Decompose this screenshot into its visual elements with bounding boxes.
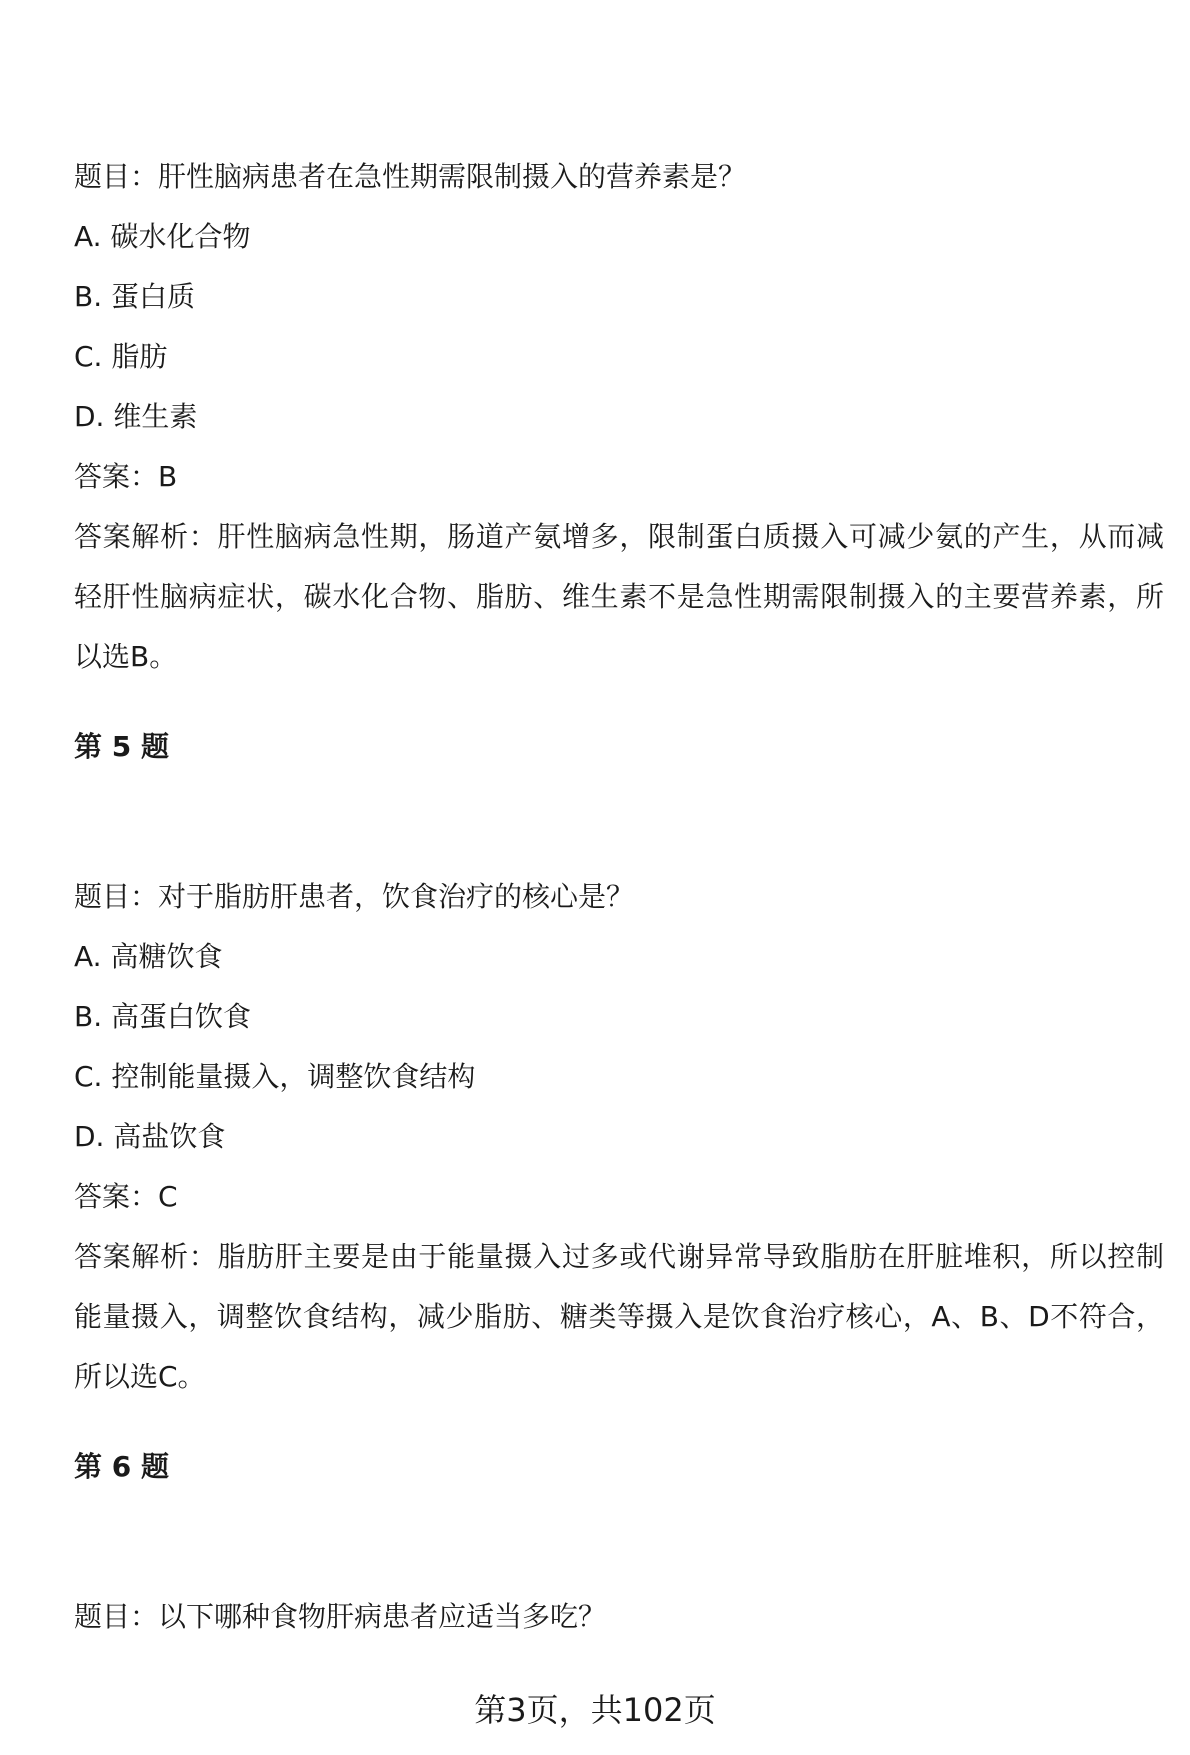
question-4-option-d: D. 维生素 (74, 400, 198, 433)
question-4-stem: 题目：肝性脑病患者在急性期需限制摄入的营养素是？ (74, 160, 747, 193)
question-5-option-d: D. 高盐饮食 (74, 1120, 226, 1153)
question-4-explanation: 答案解析：肝性脑病急性期，肠道产氨增多，限制蛋白质摄入可减少氨的产生，从而减轻肝性脑病症状，碳水化合物、脂肪、维生素不是急性期需限制摄入的主要营养素，所以选B。 (74, 520, 1164, 673)
question-4-answer: 答案：B (74, 460, 178, 493)
question-6-heading: 第 6 题 (74, 1450, 169, 1483)
question-4-option-c: C. 脂肪 (74, 340, 168, 373)
question-5-heading: 第 5 题 (74, 730, 169, 763)
page-number-footer: 第3页，共102页 (474, 1691, 716, 1729)
question-4-option-a: A. 碳水化合物 (74, 220, 251, 253)
question-5-option-c: C. 控制能量摄入，调整饮食结构 (74, 1060, 476, 1093)
question-5-option-b: B. 高蛋白饮食 (74, 1000, 252, 1033)
question-4-option-b: B. 蛋白质 (74, 280, 196, 313)
question-5-option-a: A. 高糖饮食 (74, 940, 223, 973)
question-5-explanation: 答案解析：脂肪肝主要是由于能量摄入过多或代谢异常导致脂肪在肝脏堆积，所以控制能量摄入，调整饮食结构，减少脂肪、糖类等摄入是饮食治疗核心，A、B、D不符合，所以选C。 (74, 1240, 1164, 1393)
question-5-stem: 题目：对于脂肪肝患者，饮食治疗的核心是？ (74, 880, 635, 913)
question-6-stem: 题目：以下哪种食物肝病患者应适当多吃？ (74, 1600, 607, 1633)
question-5-answer: 答案：C (74, 1180, 178, 1213)
